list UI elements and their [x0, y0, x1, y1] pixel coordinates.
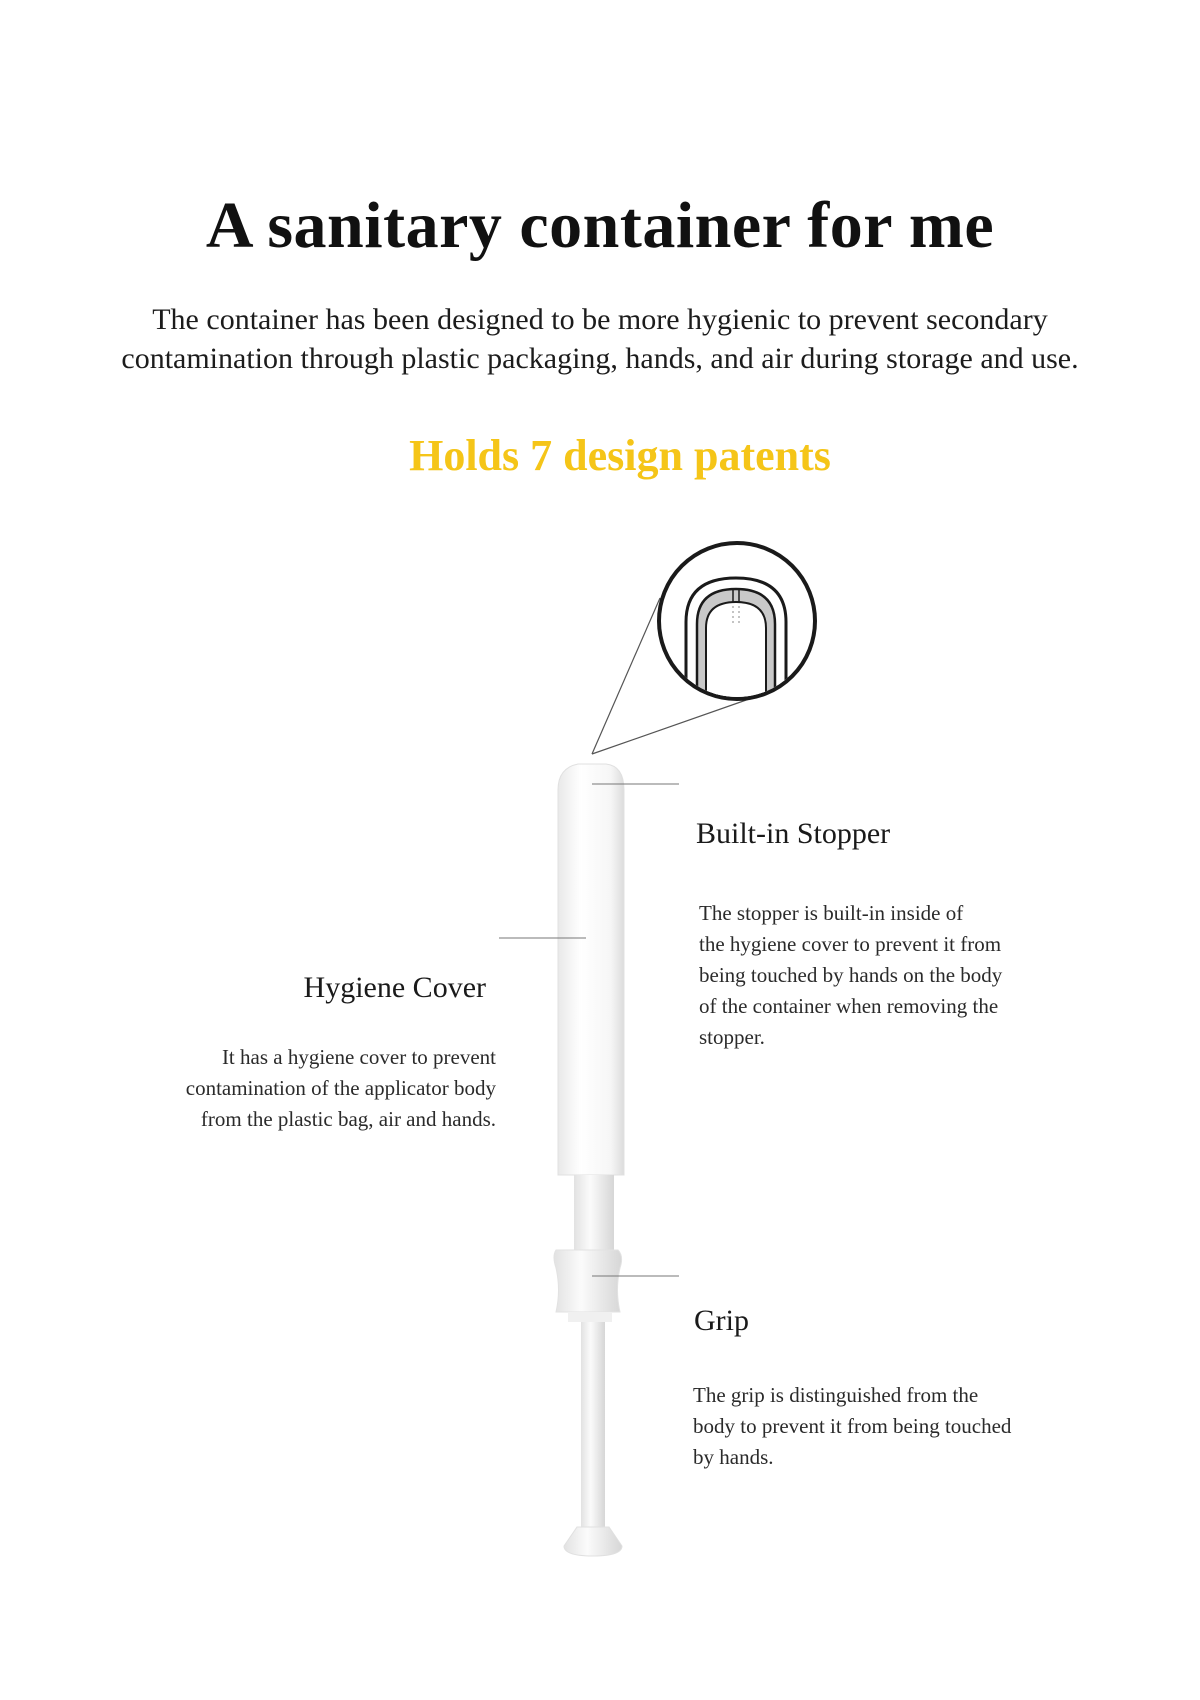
cover-desc-line: contamination of the applicator body [185, 1076, 496, 1100]
patents-subheading: Holds 7 design patents [409, 431, 831, 480]
grip-desc-line: body to prevent it from being touched [693, 1414, 1012, 1438]
grip-title: Grip [694, 1304, 749, 1337]
cover-desc-line: It has a hygiene cover to prevent [221, 1045, 496, 1069]
cover-title: Hygiene Cover [303, 971, 486, 1004]
stopper-desc-line: the hygiene cover to prevent it from [699, 932, 1002, 956]
stopper-desc-line: being touched by hands on the body [699, 963, 1003, 987]
stopper-desc-line: stopper. [699, 1025, 765, 1049]
cover-description [186, 1042, 496, 1135]
stopper-description [699, 898, 1002, 1053]
intro-line-1: The container has been designed to be more hygienic to prevent secondary [152, 303, 1048, 336]
zoom-leader-line-1 [592, 598, 660, 754]
stopper-desc-line: The stopper is built-in inside of [699, 901, 964, 925]
stopper-zoom-icon [659, 543, 815, 720]
intro-line-2: contamination through plastic packaging, hands, and air during storage and use. [121, 342, 1079, 375]
applicator-illustration [554, 764, 624, 1556]
stopper-desc-line: of the container when removing the [699, 994, 999, 1018]
zoom-leader-line-2 [592, 698, 752, 754]
cover-desc-line: from the plastic bag, air and hands. [200, 1107, 496, 1131]
grip-description [693, 1380, 1011, 1473]
grip-desc-line: The grip is distinguished from the [693, 1383, 979, 1407]
grip-desc-line: by hands. [693, 1445, 774, 1469]
page-title: A sanitary container for me [205, 189, 995, 262]
stopper-title: Built-in Stopper [696, 817, 891, 850]
